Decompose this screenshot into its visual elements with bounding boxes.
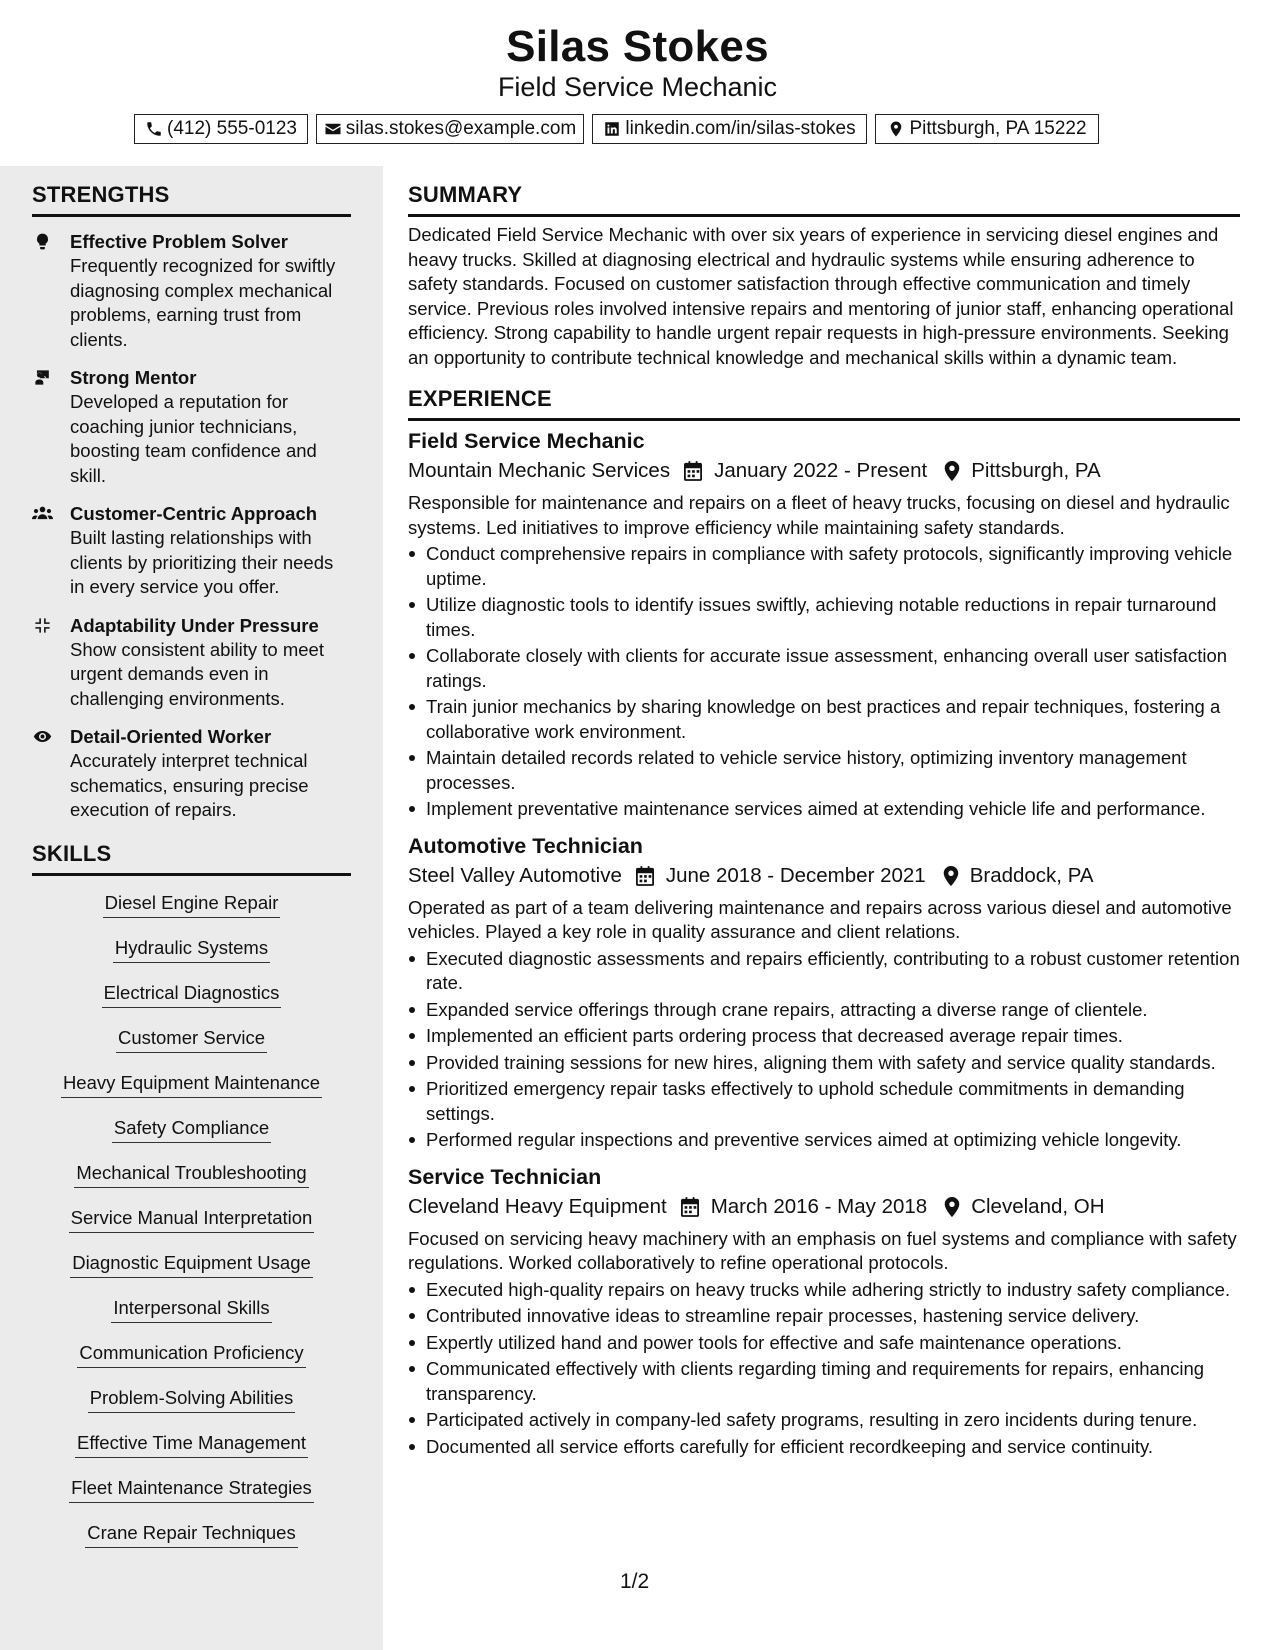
job-bullets [408,947,1240,1153]
strength-item [32,229,351,352]
envelope-icon [324,120,342,138]
job-bullet: Implemented an efficient parts ordering process that decreased average repair times. [408,1024,1240,1049]
skill-item: Safety Compliance [112,1115,271,1143]
map-pin-icon [887,120,905,138]
strengths-rule [32,214,351,217]
strength-title: Customer-Centric Approach [70,503,318,524]
skill-item: Diesel Engine Repair [103,890,281,918]
phone-text: (412) 555-0123 [167,118,297,139]
job-meta [408,862,1240,890]
job-location: Braddock, PA [969,863,1094,887]
experience-heading: EXPERIENCE [408,386,552,411]
strength-title: Strong Mentor [70,367,197,388]
map-pin-icon [943,1197,961,1217]
job-bullet: Collaborate closely with clients for accurate issue assessment, enhancing overall user satisfaction ratings. [408,644,1240,693]
skill-item: Service Manual Interpretation [69,1205,315,1233]
location-contact [875,114,1099,144]
eye-icon [32,727,53,746]
job-bullet: Prioritized emergency repair tasks effectively to uphold schedule commitments in demanding settings. [408,1077,1240,1126]
compress-icon [32,616,53,635]
job-dates: March 2016 - May 2018 [710,1194,928,1218]
linkedin-text: linkedin.com/in/silas-stokes [625,118,856,139]
skill-item: Heavy Equipment Maintenance [61,1070,322,1098]
page-number: 1/2 [620,1570,650,1593]
job-bullet: Expanded service offerings through crane repairs, attracting a diverse range of clientele. [408,998,1240,1023]
calendar-icon [681,1197,699,1217]
email-text: silas.stokes@example.com [345,118,577,139]
job-description: Focused on servicing heavy machinery with an emphasis on fuel systems and compliance with safety regulations. Worked collaboratively to refine operational protocols. [408,1227,1237,1273]
summary-text: Dedicated Field Service Mechanic with over six years of experience in servicing diesel engines and heavy trucks. Skilled at diagnosing electrical and hydraulic systems while ensuring adherence to safety standards. Focused on customer satisfaction through effective communication and timely service. Previous roles involved intensive repairs and mentoring of junior staff, enhancing operational efficiency. Strong capability to handle urgent repair requests in high-pressure environments. Seeking an opportunity to contribute technical knowledge and mechanical skills within a dynamic team. [408,224,1234,368]
left-column [32,182,351,1565]
calendar-icon [684,461,702,481]
skills-rule [32,873,351,876]
job-bullet: Participated actively in company-led safety programs, resulting in zero incidents during tenure. [408,1408,1240,1433]
summary-rule [408,214,1240,217]
experience-rule [408,418,1240,421]
strength-desc: Frequently recognized for swiftly diagnosing complex mechanical problems, earning trust from clients. [70,255,336,350]
skill-item: Effective Time Management [75,1430,308,1458]
job-title: Field Service Mechanic [408,429,645,453]
skill-item: Electrical Diagnostics [102,980,282,1008]
right-column [408,182,1240,1459]
strength-item [32,724,351,823]
skill-item: Crane Repair Techniques [85,1520,297,1548]
candidate-title: Field Service Mechanic [497,72,778,102]
skills-list [32,890,351,1565]
skill-item: Communication Proficiency [77,1340,305,1368]
phone-icon [145,120,163,138]
job-description: Operated as part of a team delivering maintenance and repairs across various diesel and automotive vehicles. Played a key role in quality assurance and client relations. [408,896,1232,942]
job-bullet: Conduct comprehensive repairs in compliance with safety protocols, significantly improving vehicle uptime. [408,542,1240,591]
job-bullets [408,542,1240,822]
job-meta [408,457,1240,485]
job-company: Cleveland Heavy Equipment [408,1194,667,1218]
strengths-heading: STRENGTHS [32,182,170,207]
job-bullet: Provided training sessions for new hires, aligning them with safety and service quality standards. [408,1051,1240,1076]
skill-item: Mechanical Troubleshooting [74,1160,308,1188]
job-entry [408,1163,1240,1460]
job-dates: January 2022 - Present [714,459,928,482]
strength-title: Adaptability Under Pressure [70,614,319,636]
job-bullet: Executed high-quality repairs on heavy trucks while adhering strictly to industry safety compliance. [408,1278,1240,1303]
email-contact[interactable] [316,114,584,144]
job-description: Responsible for maintenance and repairs on a fleet of heavy trucks, focusing on diesel and hydraulic systems. Led initiatives to improve efficiency while maintaining safety standards. [408,492,1230,538]
job-entry [408,427,1240,822]
candidate-name: Silas Stokes [506,22,769,71]
job-title: Automotive Technician [408,833,643,858]
job-company: Mountain Mechanic Services [408,459,671,482]
job-company: Steel Valley Automotive [408,863,622,887]
job-bullet: Maintain detailed records related to vehicle service history, optimizing inventory management processes. [408,746,1240,795]
job-location: Pittsburgh, PA [971,459,1101,482]
map-pin-icon [943,461,961,481]
calendar-icon [636,866,654,886]
lightbulb-icon [32,232,53,251]
job-bullet: Train junior mechanics by sharing knowledge on best practices and repair techniques, fostering a collaborative work environment. [408,695,1240,744]
job-bullet: Communicated effectively with clients regarding timing and requirements for repairs, enhancing transparency. [408,1357,1240,1406]
job-bullet: Implement preventative maintenance services aimed at extending vehicle life and performance. [408,797,1240,822]
job-bullet: Expertly utilized hand and power tools for effective and safe maintenance operations. [408,1331,1240,1356]
linkedin-contact[interactable] [592,114,867,144]
location-text: Pittsburgh, PA 15222 [909,118,1087,139]
skill-item: Diagnostic Equipment Usage [70,1250,313,1278]
skill-item: Interpersonal Skills [111,1295,271,1323]
job-bullet: Utilize diagnostic tools to identify issues swiftly, achieving notable reductions in repair turnaround times. [408,593,1240,642]
job-dates: June 2018 - December 2021 [665,863,926,887]
users-icon [32,504,53,523]
skill-item: Problem-Solving Abilities [88,1385,296,1413]
summary-heading: SUMMARY [408,182,523,207]
teacher-icon [32,368,53,387]
skill-item: Hydraulic Systems [113,935,270,963]
job-bullet: Documented all service efforts carefully for efficient recordkeeping and service continuity. [408,1435,1240,1460]
job-entry [408,832,1240,1153]
strength-desc: Accurately interpret technical schematics, ensuring precise execution of repairs. [70,750,309,820]
phone-contact[interactable] [134,114,308,144]
job-bullets [408,1278,1240,1460]
job-bullet: Executed diagnostic assessments and repairs efficiently, contributing to a robust customer retention rate. [408,947,1240,996]
strength-title: Detail-Oriented Worker [70,726,272,747]
strength-desc: Show consistent ability to meet urgent demands even in challenging environments. [70,638,324,709]
map-pin-icon [942,866,960,886]
strength-desc: Developed a reputation for coaching junior technicians, boosting team confidence and skill. [70,391,317,486]
linkedin-icon [603,120,621,138]
skill-item: Fleet Maintenance Strategies [69,1475,314,1503]
job-meta [408,1193,1240,1221]
strength-item [32,613,351,712]
job-location: Cleveland, OH [971,1194,1105,1218]
job-bullet: Performed regular inspections and preventive services aimed at optimizing vehicle longevity. [408,1128,1240,1153]
job-bullet: Contributed innovative ideas to streamline repair processes, hastening service delivery. [408,1304,1240,1329]
job-title: Service Technician [408,1164,602,1189]
strength-item [32,501,351,600]
skills-heading: SKILLS [32,840,112,866]
strength-item [32,365,351,488]
skill-item: Customer Service [116,1025,267,1053]
contact-row [134,114,1134,144]
strength-desc: Built lasting relationships with clients by prioritizing their needs in every service you offer. [70,527,334,597]
strength-title: Effective Problem Solver [70,231,288,252]
